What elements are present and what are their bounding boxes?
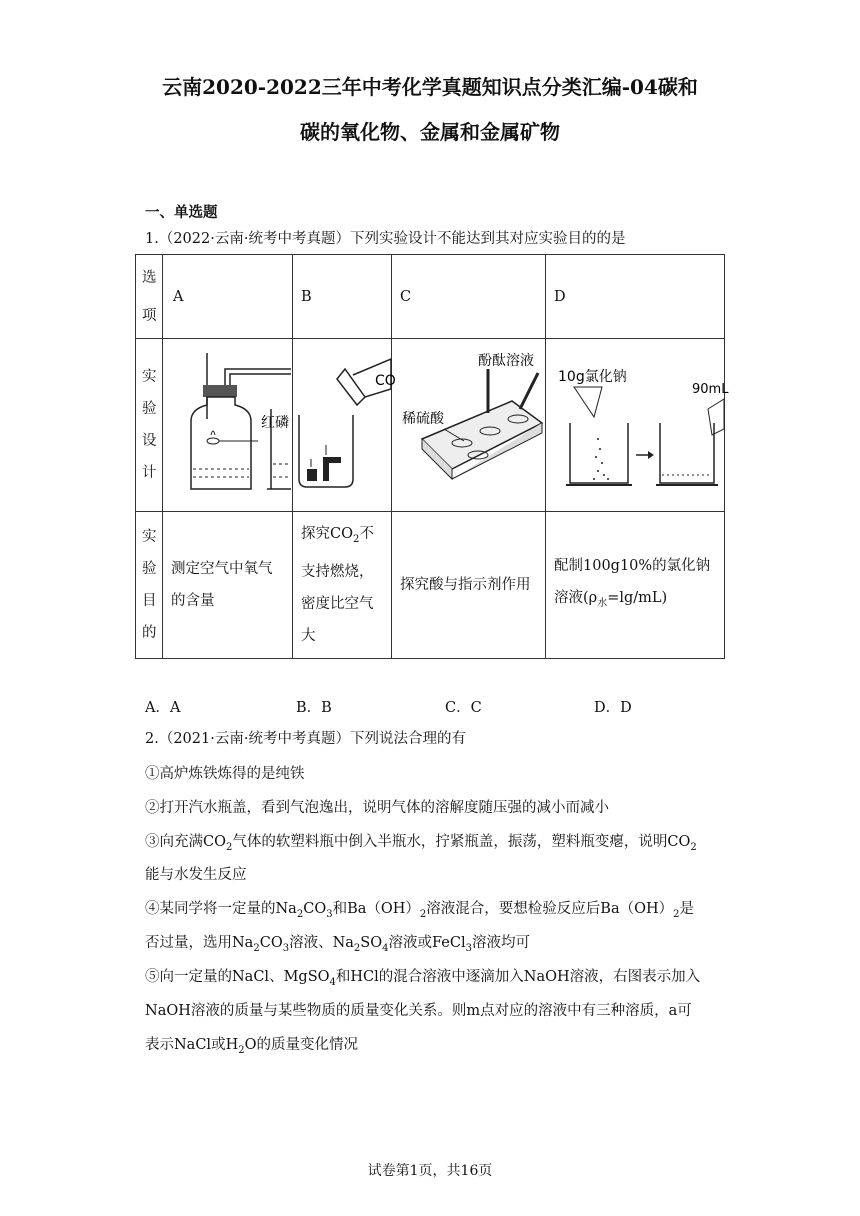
- q1-table: [135, 254, 729, 659]
- q2-statement-5: ⑤向一定量的NaCl、MgSO$_4$和HCl的混合溶液中逐滴加入NaOH溶液，右图表示加入: [145, 969, 701, 988]
- q2-statement-5-cont2: 表示NaCl或$H_2O$的质量变化情况: [145, 1037, 358, 1056]
- q2-statement-2: ②打开汽水瓶盖，看到气泡逸出，说明气体的溶解度随压强的减小而减小: [145, 800, 609, 816]
- label-dilute-sulfuric-acid: 稀硫酸: [402, 411, 444, 427]
- label-co2-gas: CO: [375, 373, 396, 389]
- q2-statement-3-cont: 能与水发生反应: [145, 867, 247, 883]
- q2-stem: 2.（2021·云南·统考中考真题）下列说法合理的有: [145, 731, 466, 747]
- image-b: [293, 339, 396, 512]
- label-90ml-water: 90mL: [692, 382, 729, 397]
- header-a: A: [163, 255, 293, 339]
- goal-b: 探究$CO_2$不支持燃烧，密度比空气大: [293, 512, 392, 659]
- goal-d: 配制100g10%的氯化钠溶液$(\rho_水=\lg/mL)$: [546, 512, 725, 659]
- q2-statement-1: ①高炉炼铁炼得的是纯铁: [145, 766, 305, 782]
- doc-title-line1: 云南2020-2022三年中考化学真题知识点分类汇编-04碳和: [162, 75, 698, 99]
- image-a: [163, 339, 293, 512]
- header-b: B: [293, 255, 392, 339]
- option-c: C．C: [445, 700, 482, 716]
- label-phenolphthalein: 酚酞溶液: [478, 353, 534, 369]
- row-label-option: 选项: [136, 255, 163, 339]
- option-a: A．A: [145, 700, 181, 716]
- image-c: [392, 339, 546, 512]
- row-label-purpose: 实验目的: [136, 512, 163, 659]
- label-10g-nacl: 10g氯化钠: [558, 369, 627, 385]
- label-red-phosphorus: 红磷: [261, 415, 289, 431]
- q2-statement-5-cont1: NaOH溶液的质量与某些物质的质量变化关系。则m点对应的溶液中有三种溶质，a可: [145, 1003, 692, 1019]
- q1-stem: 1.（2022·云南·统考中考真题）下列实验设计不能达到其对应实验目的的是: [145, 231, 626, 247]
- option-d: D．D: [594, 700, 632, 716]
- q2-statement-3: ③向充满$CO_2$气体的软塑料瓶中倒入半瓶水，拧紧瓶盖，振荡，塑料瓶变瘪，说明$CO_2$: [145, 834, 697, 853]
- option-b: B．B: [296, 700, 332, 716]
- goal-a: 测定空气中氧气的含量: [163, 512, 293, 659]
- row-label-design: 实验设计: [136, 339, 163, 512]
- page-footer: 试卷第1页，共16页: [367, 1163, 493, 1179]
- image-d: [546, 339, 729, 512]
- section-heading: 一、单选题: [145, 204, 218, 221]
- q2-statement-4-cont: 否过量，选用$Na_2CO_3$溶液、$Na_2SO_4$溶液或FeCl$_3$溶液均可: [145, 935, 530, 954]
- doc-title-line2: 碳的氧化物、金属和金属矿物: [300, 120, 560, 144]
- header-d: D: [546, 255, 725, 339]
- goal-c: 探究酸与指示剂作用: [392, 512, 546, 659]
- q2-statement-4: ④某同学将一定量的$Na_2CO_3$和$Ba(OH)_2$溶液混合，要想检验反应后$Ba(OH)_2$是: [145, 901, 695, 920]
- header-c: C: [392, 255, 546, 339]
